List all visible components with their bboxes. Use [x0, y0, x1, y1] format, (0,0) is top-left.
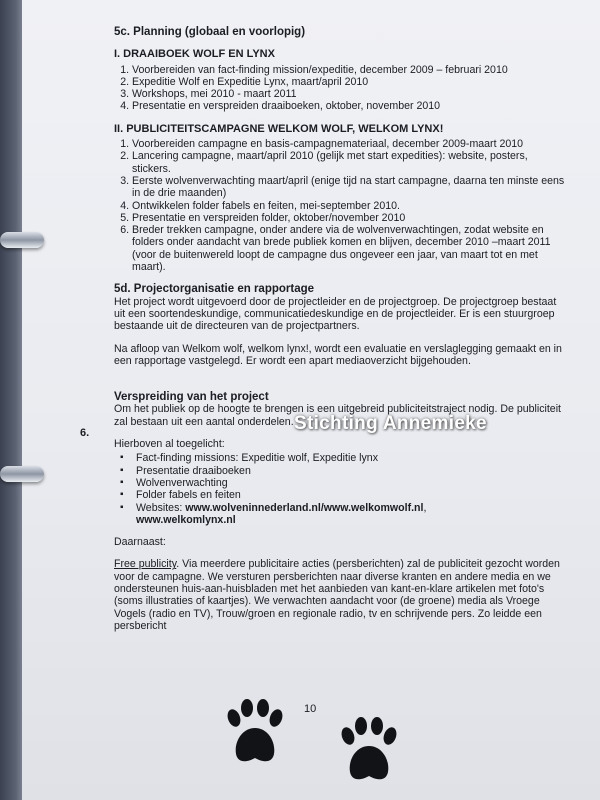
section-5d-paragraph-1: Het project wordt uitgevoerd door de projectleider en de projectgroep. De projectgroep bestaat uit een soortendeskundige, communicatiedeskundige en de projectleider. Er is een stuurgroep bestaande uit de directeuren van de projectpartners.	[114, 295, 557, 333]
draaiboek-heading: I. DRAAIBOEK WOLF EN LYNX	[114, 48, 275, 61]
website-link-lynx[interactable]: www.welkomlynx.nl	[136, 513, 236, 526]
campagne-heading: II. PUBLICITEITSCAMPAGNE WELKOM WOLF, WELKOM LYNX!	[114, 122, 444, 135]
free-publicity-paragraph	[114, 558, 566, 632]
document-page	[22, 0, 600, 800]
binder-ring	[0, 232, 44, 248]
list-item: 1. Voorbereiden campagne en basis-campagnemateriaal, december 2009-maart 2010	[132, 138, 566, 150]
campagne-block	[114, 123, 566, 274]
section-6-intro: Om het publiek op de hoogte te brengen is een uitgebreid publiciteitstraject nodig. De publiciteit zal bestaan uit een aantal onderdelen.	[114, 403, 561, 428]
publicity-list	[114, 452, 566, 526]
watermark-text: Stichting Annemieke	[294, 413, 487, 434]
list-item: 2. Expeditie Wolf en Expeditie Lynx, maart/april 2010	[132, 76, 566, 88]
section-5d	[114, 283, 566, 367]
website-separator: ,	[423, 501, 427, 514]
websites-label: Websites:	[136, 501, 186, 514]
page-number: 10	[304, 703, 317, 715]
draaiboek-block	[114, 48, 566, 112]
list-item: 1. Voorbereiden van fact-finding mission/expeditie, december 2009 – februari 2010	[132, 64, 566, 76]
list-item: ▪ Folder fabels en feiten	[136, 489, 566, 501]
section-6-list-intro: Hierboven al toegelicht:	[114, 438, 225, 451]
list-item-websites	[136, 502, 566, 527]
list-item: 3. Workshops, mei 2010 - maart 2011	[132, 88, 566, 100]
website-link-wolf[interactable]: www.wolveninnederland.nl/www.welkomwolf.nl	[185, 501, 424, 514]
section-6-heading: Verspreiding van het project	[114, 391, 269, 404]
free-publicity-label: Free publicity	[114, 558, 177, 571]
campagne-list	[114, 138, 566, 273]
section-5d-heading: 5d. Projectorganisatie en rapportage	[114, 283, 315, 296]
list-item: ▪ Wolvenverwachting	[136, 477, 566, 489]
paw-print-icon	[222, 698, 288, 770]
free-publicity-text: . Via meerdere publicitaire acties (persberichten) zal de publiciteit gezocht worden voor de campagne. We versturen persberichten naar diverse kranten en andere media en we ondersteunen huis-aan-huisbladen met het aanbieden van kant-en-klare artikelen met foto's (soms illustraties of kaartjes). We verwachten aandacht voor (de groene) media als Vroege Vogels (radio en TV), Trouw/groen en regionale radio, tv en schrijvende pers. Zo leidde een persbericht	[114, 558, 560, 632]
list-item: 3. Eerste wolvenverwachting maart/april (enige tijd na start campagne, daarna ten minste eens in de drie maanden)	[132, 175, 566, 200]
list-item: 5. Presentatie en verspreiden folder, oktober/november 2010	[132, 212, 566, 224]
list-item: 6. Breder trekken campagne, onder andere via de wolvenverwachtingen, zodat website en folders onder aandacht van brede publiek komen en blijven, december 2010 –maart 2011 (voor de buitenwereld loopt de campagne dus ongeveer een jaar, van maart tot en met maart).	[132, 224, 566, 273]
list-item: 2. Lancering campagne, maart/april 2010 (gelijk met start expedities): website, posters, stickers.	[132, 150, 566, 175]
list-item: 4. Presentatie en verspreiden draaiboeken, oktober, november 2010	[132, 100, 566, 112]
section-5c-heading: 5c. Planning (globaal en voorlopig)	[114, 26, 306, 38]
list-item: ▪ Fact-finding missions: Expeditie wolf, Expeditie lynx	[136, 452, 566, 464]
page-content	[114, 26, 566, 632]
binder-ring	[0, 466, 44, 482]
paw-print-icon	[336, 716, 402, 788]
list-item: ▪ Presentatie draaiboeken	[136, 465, 566, 477]
section-5d-paragraph-2: Na afloop van Welkom wolf, welkom lynx!, wordt een evaluatie en verslaglegging gemaakt en in een rapportage vastgelegd. Er wordt een apart mediaoverzicht bijgehouden.	[114, 342, 562, 367]
daarnaast-label: Daarnaast:	[114, 536, 166, 549]
section-6-number: 6.	[80, 427, 90, 439]
draaiboek-list	[114, 64, 566, 113]
list-item: 4. Ontwikkelen folder fabels en feiten, mei-september 2010.	[132, 200, 566, 212]
